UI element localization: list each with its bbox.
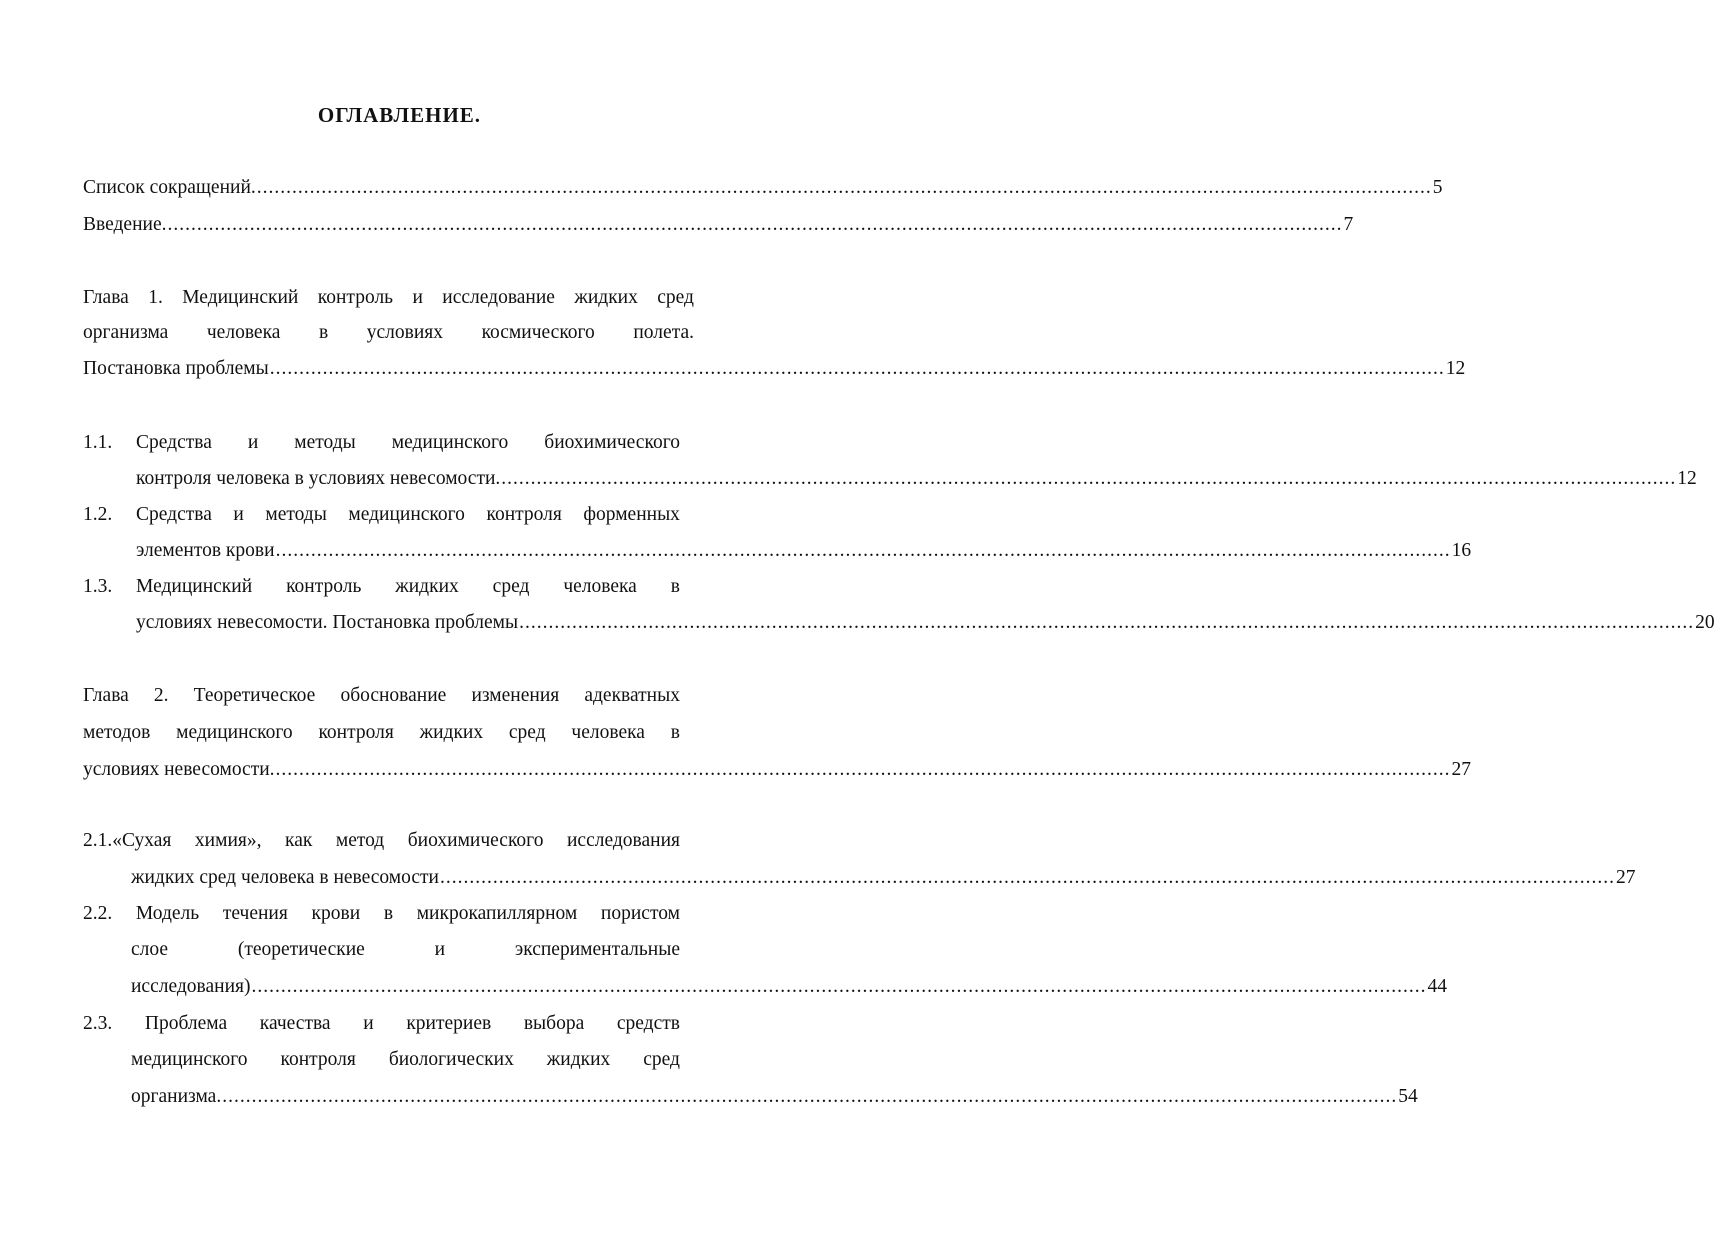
toc-word: Медицинский	[182, 287, 299, 308]
toc-word: выбора	[523, 1013, 585, 1034]
toc-entry-page: 5	[1432, 177, 1443, 198]
toc-word: методы	[265, 504, 327, 525]
toc-section-number: 1.1.	[83, 432, 113, 453]
toc-section-1-2-line-1	[136, 500, 680, 530]
toc-word: полета.	[633, 322, 694, 343]
toc-word: средств	[616, 1013, 680, 1034]
toc-entry-abbreviations	[83, 173, 1443, 203]
toc-entry-introduction	[83, 210, 1354, 240]
toc-word: и	[363, 1013, 374, 1034]
toc-word: 2.3.	[83, 1013, 113, 1034]
toc-section-number: 1.3.	[83, 576, 113, 597]
toc-word: контроля	[280, 1049, 356, 1070]
toc-word: 1.	[148, 287, 163, 308]
toc-word: Средства	[136, 504, 212, 525]
toc-word: медицинского	[391, 432, 509, 453]
toc-section-number: 1.2.	[83, 504, 113, 525]
toc-word: контроля	[318, 722, 394, 743]
toc-word: Глава	[83, 287, 129, 308]
toc-word: 2.2.	[83, 903, 113, 924]
toc-word: метод	[335, 830, 385, 851]
toc-word: сред	[643, 1049, 680, 1070]
toc-word: сред	[508, 722, 546, 743]
toc-entry-page: 12	[1445, 358, 1466, 379]
toc-word: течения	[222, 903, 288, 924]
toc-word: биохимического	[407, 830, 544, 851]
toc-entry-page: 44	[1427, 976, 1447, 997]
toc-word: экспериментальные	[514, 939, 680, 960]
toc-chapter-1-line-3	[83, 354, 1466, 384]
toc-word: Модель	[135, 903, 200, 924]
page-title: ОГЛАВЛЕНИЕ.	[317, 103, 482, 127]
toc-word: медицинского	[131, 1049, 248, 1070]
toc-word: биохимического	[544, 432, 680, 453]
toc-section-2-1-line-2	[131, 863, 1636, 893]
toc-chapter-1-line-2	[83, 318, 694, 348]
toc-entry-text: Постановка проблемы	[83, 358, 269, 379]
toc-word: контроль	[317, 287, 394, 308]
toc-entry-page: 27	[1451, 759, 1472, 780]
toc-word: биологических	[388, 1049, 514, 1070]
toc-word: контроль	[286, 576, 362, 597]
toc-word: качества	[259, 1013, 331, 1034]
toc-word: человека	[571, 722, 645, 743]
toc-word: форменных	[583, 504, 680, 525]
toc-section-1-3-line-2	[136, 608, 1715, 638]
toc-word: критериев	[406, 1013, 492, 1034]
toc-word: жидких	[546, 1049, 611, 1070]
toc-word: и	[233, 504, 244, 525]
toc-word: (теоретические	[237, 939, 365, 960]
toc-word: исследование	[442, 287, 555, 308]
toc-word: и	[434, 939, 446, 960]
toc-word: химия»,	[194, 830, 262, 851]
toc-word: крови	[311, 903, 361, 924]
toc-chapter-2-line-3	[83, 755, 1472, 785]
toc-entry-text: исследования)	[131, 976, 251, 997]
toc-entry-text: элементов крови	[136, 540, 275, 561]
toc-entry-text: организма.	[131, 1086, 222, 1107]
toc-entry-text: Список сокращений.	[83, 177, 256, 198]
toc-section-2-2-line-3	[131, 972, 1447, 1002]
toc-word: Теоретическое	[193, 685, 316, 706]
toc-word: Медицинский	[136, 576, 253, 597]
toc-section-2-3-line-2	[131, 1045, 680, 1075]
toc-word: сред	[657, 287, 694, 308]
toc-word: и	[412, 287, 423, 308]
toc-chapter-2-line-1	[83, 681, 680, 711]
toc-word: изменения	[471, 685, 560, 706]
toc-word: сред	[492, 576, 530, 597]
toc-word: слое	[131, 939, 169, 960]
toc-word: в	[383, 903, 394, 924]
toc-section-1-2-line-2	[136, 536, 1472, 566]
leader-dots: ........................................................................................................................................................................................................	[167, 214, 1343, 235]
toc-entry-text: условиях невесомости.	[83, 759, 275, 780]
toc-section-1-1-line-2	[136, 464, 1697, 494]
toc-section-2-1-line-1	[83, 826, 680, 856]
toc-entry-page: 16	[1451, 540, 1472, 561]
toc-chapter-2-line-2	[83, 718, 680, 748]
toc-section-2-3-line-1	[83, 1009, 680, 1039]
toc-word: в	[670, 722, 680, 743]
toc-entry-page: 54	[1398, 1086, 1418, 1107]
toc-word: медицинского	[176, 722, 293, 743]
toc-word: и	[247, 432, 259, 453]
toc-word: контроля	[486, 504, 562, 525]
toc-word: космического	[481, 322, 595, 343]
toc-word: исследования	[566, 830, 680, 851]
toc-word: 2.1.«Сухая	[83, 830, 172, 851]
toc-section-1-1-line-1	[136, 428, 680, 458]
toc-word: жидких	[574, 287, 638, 308]
toc-word: Средства	[136, 432, 212, 453]
toc-entry-page: 20	[1695, 612, 1715, 633]
toc-word: жидких	[395, 576, 459, 597]
toc-entry-text: контроля человека в условиях невесомости.	[136, 468, 501, 489]
leader-dots: ........................................................................................................................................................................................................	[501, 468, 1677, 489]
toc-entry-page: 7	[1343, 214, 1354, 235]
toc-word: Проблема	[144, 1013, 228, 1034]
toc-word: в	[670, 576, 680, 597]
toc-entry-text: условиях невесомости. Постановка проблемы	[136, 612, 519, 633]
leader-dots: ........................................................................................................................................................................................................	[222, 1086, 1398, 1107]
toc-word: 2.	[153, 685, 169, 706]
toc-word: методы	[294, 432, 356, 453]
toc-entry-page: 27	[1616, 867, 1636, 888]
leader-dots: ........................................................................................................................................................................................................	[251, 976, 1427, 997]
toc-entry-text: Введение.	[83, 214, 167, 235]
toc-section-2-3-line-3	[131, 1082, 1418, 1112]
toc-word: условиях	[366, 322, 443, 343]
toc-entry-page: 12	[1677, 468, 1697, 489]
toc-entry-text: жидких сред человека в невесомости	[131, 867, 439, 888]
toc-word: организма	[83, 322, 169, 343]
toc-word: как	[285, 830, 313, 851]
leader-dots: ........................................................................................................................................................................................................	[275, 759, 1451, 780]
toc-section-2-2-line-1	[83, 899, 680, 929]
toc-word: обоснование	[340, 685, 447, 706]
toc-word: в	[318, 322, 329, 343]
toc-chapter-1-line-1	[83, 283, 694, 313]
leader-dots: ........................................................................................................................................................................................................	[256, 177, 1432, 198]
toc-word: человека	[563, 576, 637, 597]
toc-word: медицинского	[348, 504, 465, 525]
leader-dots: ........................................................................................................................................................................................................	[269, 358, 1445, 379]
leader-dots: ........................................................................................................................................................................................................	[440, 867, 1615, 888]
toc-word: пористом	[600, 903, 680, 924]
leader-dots: ........................................................................................................................................................................................................	[519, 612, 1695, 633]
toc-word: адекватных	[584, 685, 680, 706]
toc-section-1-3-line-1	[136, 572, 680, 602]
toc-word: Глава	[83, 685, 129, 706]
toc-word: методов	[83, 722, 151, 743]
toc-word: микрокапиллярном	[416, 903, 578, 924]
toc-word: человека	[206, 322, 281, 343]
toc-section-2-2-line-2	[131, 935, 680, 965]
toc-word: жидких	[419, 722, 484, 743]
leader-dots: ........................................................................................................................................................................................................	[275, 540, 1451, 561]
